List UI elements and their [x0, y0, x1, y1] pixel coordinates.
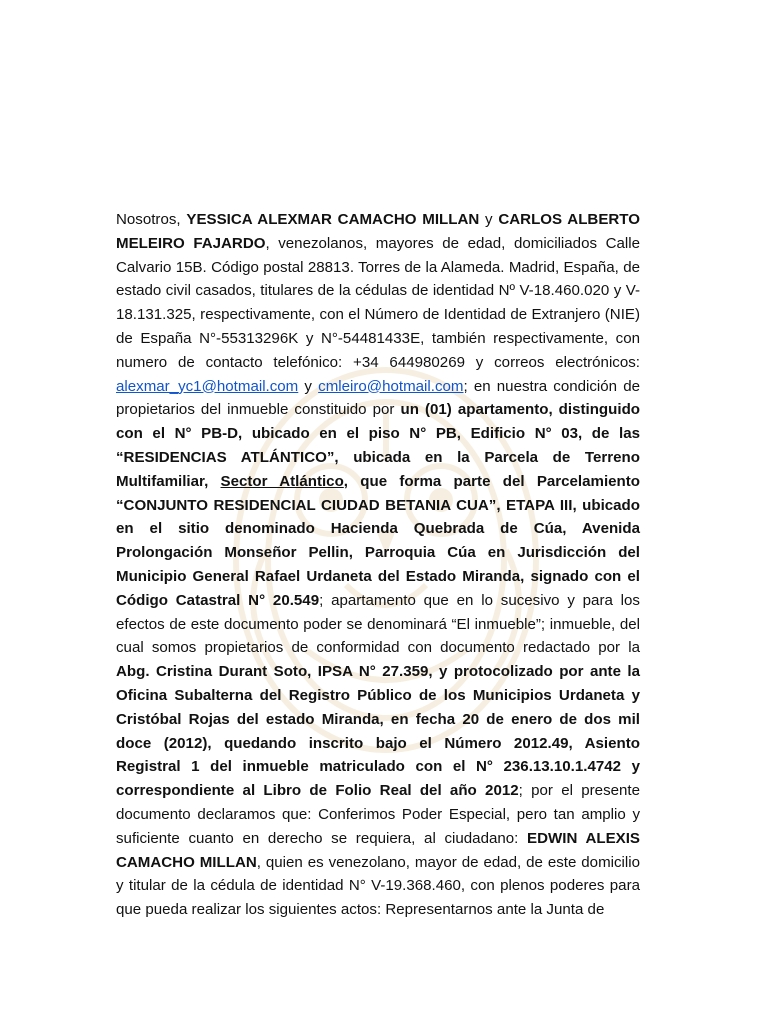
text-run: , venezolanos, mayores de edad, domiciliados Calle Calvario 15B. Código postal 28813. Torres de la Alameda. Madrid, España, de estado civil casados, titulares de la cédulas de identidad Nº V-18.460.020 y V-18.131.325, respectivamente, con el Número de Identidad de Extranjero (NIE) de España N°-55313296K y N°-54481433E, también respectivamente, con numero de contacto telefónico: +34 644980269 y correos electrónicos:	[116, 234, 640, 371]
bold-text-run: un (01) apartamento, distinguido con el N° PB-D, ubicado en el piso N° PB, Edificio N° 03, de las “RESIDENCIAS ATLÁNTICO”, ubicada en la Parcela de Terreno Multifamiliar,	[116, 401, 641, 490]
email-link[interactable]: alexmar_yc1@hotmail.com	[116, 377, 299, 395]
bold-text-run: Sector Atlántico	[220, 472, 344, 490]
text-run: ; por el presente documento declaramos que: Conferimos Poder Especial, pero tan amplio y suficiente cuanto en derecho se requiera, al ciudadano:	[116, 782, 640, 847]
text-run: Nosotros,	[116, 211, 187, 228]
text-run: y	[298, 377, 319, 395]
document-body	[116, 208, 640, 922]
email-link[interactable]: cmleiro@hotmail.com	[318, 377, 464, 395]
bold-text-run: Abg. Cristina Durant Soto, IPSA N° 27.359, y protocolizado por ante la Oficina Subalterna del Registro Público de los Municipios Urdaneta y Cristóbal Rojas del estado Miranda, en fecha 20 de enero de dos mil doce (2012), quedando inscrito bajo el Número 2012.49, Asiento Registral 1 del inmueble matriculado con el N° 236.13.10.1.4742 y correspondiente al Libro de Folio Real del año 2012	[116, 663, 640, 800]
text-run: ; apartamento que en lo sucesivo y para los efectos de este documento poder se denominará “El inmueble”; inmueble, del cual somos propietarios de conformidad con documento redactado por la	[116, 591, 640, 657]
bold-text-run: YESSICA ALEXMAR CAMACHO MILLAN	[186, 211, 480, 228]
text-run: ; en nuestra condición de propietarios del inmueble constituido por	[116, 377, 641, 419]
bold-text-run: , que forma parte del Parcelamiento “CONJUNTO RESIDENCIAL CIUDAD BETANIA CUA”, ETAPA III, ubicado en el sitio denominado Hacienda Quebrada de Cúa, Avenida Prolongación Monseñor Pellin, Parroquia Cúa en Jurisdicción del Municipio General Rafael Urdaneta del Estado Miranda, signado con el Código Catastral N° 20.549	[116, 472, 640, 609]
text-run: , quien es venezolano, mayor de edad, de este domicilio y titular de la cédula de identidad N° V-19.368.460, con plenos poderes para que pueda realizar los siguientes actos: Representarnos ante la Junta de	[116, 853, 641, 919]
bold-text-run: CARLOS ALBERTO MELEIRO FAJARDO	[116, 211, 640, 252]
text-run: y	[479, 211, 499, 228]
bold-text-run: EDWIN ALEXIS CAMACHO MILLAN	[116, 829, 640, 871]
